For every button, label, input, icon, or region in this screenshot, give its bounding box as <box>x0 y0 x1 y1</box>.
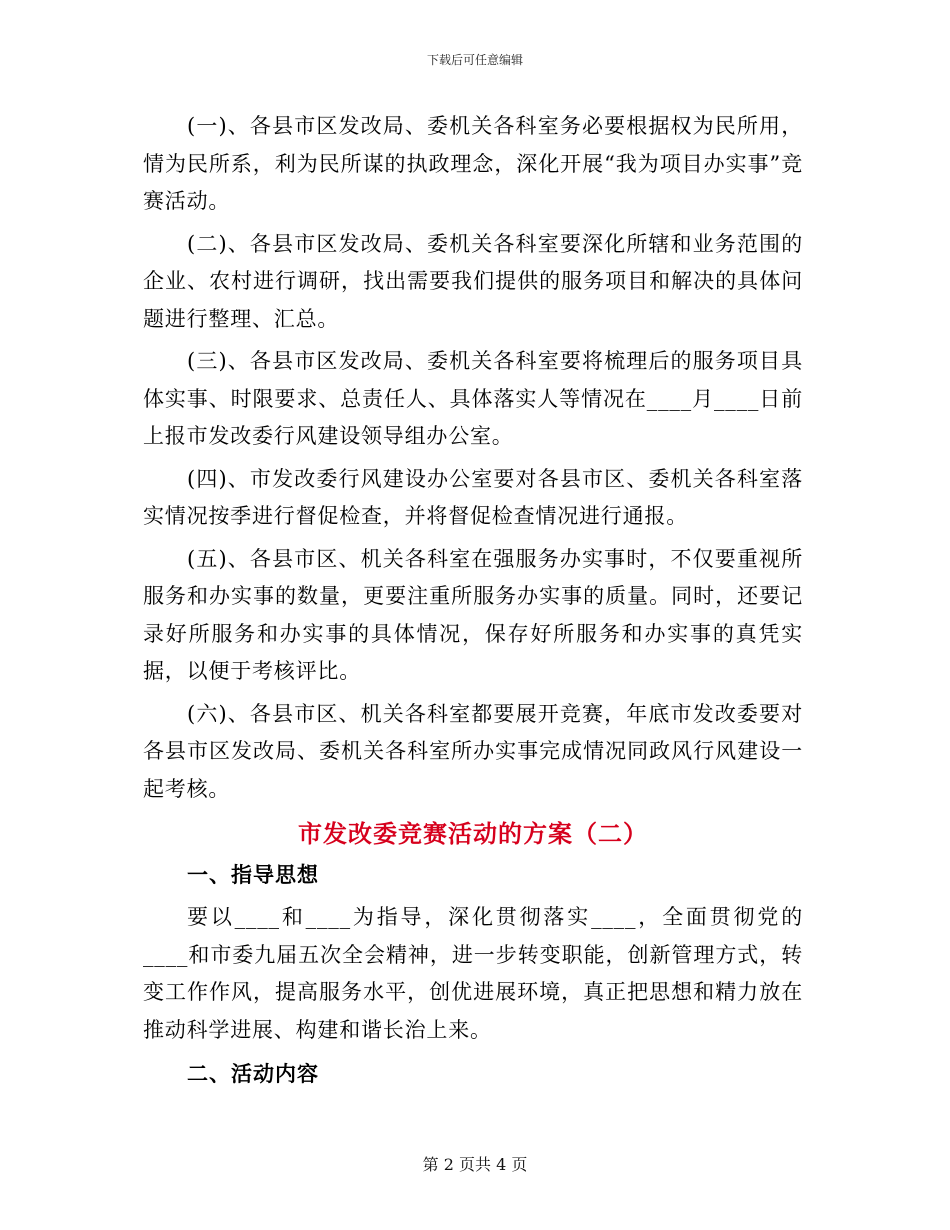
document-body <box>143 108 803 1098</box>
section-title: 市发改委竞赛活动的方案（二） <box>298 819 648 848</box>
paragraph-3: (三)、各县市区发改局、委机关各科室要将梳理后的服务项目具体实事、时限要求、总责任人、具体落实人等情况在____月____日前上报市发改委行风建设领导组办公室。 <box>143 349 803 448</box>
heading-activity-content: 二、活动内容 <box>187 1061 319 1086</box>
guiding-thought-paragraph: 要以____和____为指导，深化贯彻落实____，全面贯彻党的____和市委九届五次全会精神，进一步转变职能，创新管理方式，转变工作作风，提高服务水平，创优进展环境，真正把思想和精力放在推动科学进展、构建和谐长治上来。 <box>143 905 803 1042</box>
paragraph-4: (四)、市发改委行风建设办公室要对各县市区、委机关各科室落实情况按季进行督促检查，并将督促检查情况进行通报。 <box>143 466 803 528</box>
paragraph-1: (一)、各县市区发改局、委机关各科室务必要根据权为民所用，情为民所系，利为民所谋的执政理念，深化开展“我为项目办实事”竞赛活动。 <box>143 114 803 213</box>
page-number: 第 2 页共 4 页 <box>422 1155 528 1174</box>
header-note: 下载后可任意编辑 <box>426 53 523 67</box>
paragraph-5: (五)、各县市区、机关各科室在强服务办实事时，不仅要重视所服务和办实事的数量，更要注重所服务办实事的质量。同时，还要记录好所服务和办实事的具体情况，保存好所服务和办实事的真凭实据，以便于考核评比。 <box>143 546 803 683</box>
paragraph-6: (六)、各县市区、机关各科室都要展开竞赛，年底市发改委要对各县市区发改局、委机关各科室所办实事完成情况同政风行风建设一起考核。 <box>143 701 803 801</box>
paragraph-2: (二)、各县市区发改局、委机关各科室要深化所辖和业务范围的企业、农村进行调研，找出需要我们提供的服务项目和解决的具体问题进行整理、汇总。 <box>143 231 803 331</box>
heading-guiding-thought: 一、指导思想 <box>187 862 319 887</box>
